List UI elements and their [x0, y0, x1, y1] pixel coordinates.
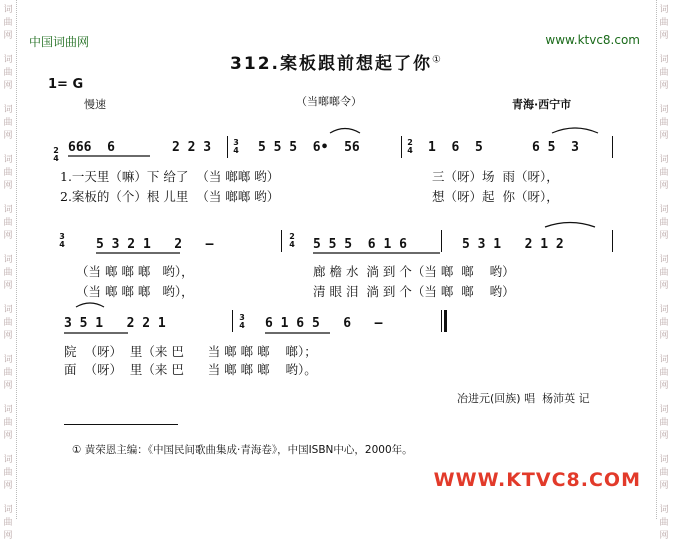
side-watermark-text: 词 曲 网 — [3, 155, 13, 191]
footnote: ① 黄荣恩主编：《中国民间歌曲集成·青海卷》，中国ISBN中心，2000年。 — [72, 444, 413, 456]
side-watermark-text: 词 曲 网 — [659, 105, 669, 141]
side-watermark-text: 词 曲 网 — [659, 355, 669, 391]
side-watermark-text: 词 曲 网 — [659, 505, 669, 541]
lyrics-row2-verse1: （当 啷 啷 啷 哟）， — [76, 264, 194, 279]
lyrics-row1-verse2: 2.案板的（个）根 儿里 （当 啷啷 哟） — [60, 189, 280, 204]
side-watermark-text: 词 曲 网 — [3, 305, 13, 341]
side-watermark-text: 词 曲 网 — [659, 455, 669, 491]
tempo-marking: 慢速 — [84, 98, 106, 111]
notes-row2-m1: 5 3 2 1 2 — — [96, 237, 214, 252]
ts-top: 2 — [53, 146, 59, 155]
ts-bottom: 4 — [289, 240, 295, 249]
lyrics-row2-verse2: （当 啷 啷 啷 哟）， — [76, 284, 194, 299]
lyrics-row3-verse1: 院 （呀） 里（来 巴 当 啷 啷 啷 啷）； — [64, 344, 317, 359]
key-signature: 1= G — [48, 77, 84, 92]
ts-bottom: 4 — [53, 154, 59, 163]
side-watermark-text: 词 曲 网 — [659, 255, 669, 291]
slur — [330, 129, 360, 134]
ts-top: 3 — [59, 232, 65, 241]
notes-row1-m5: 6 5 3 — [532, 140, 579, 155]
site-url-right: www.ktvc8.com — [545, 33, 640, 47]
notes-row1-m3: 5 5 5 6• 56 — [258, 140, 360, 155]
side-watermark-text: 词 曲 网 — [659, 5, 669, 41]
site-name-left: 中国词曲网 — [29, 35, 90, 49]
ts-top: 2 — [407, 138, 413, 147]
footnote-marker: ① — [431, 54, 443, 66]
side-watermark-text: 词 曲 网 — [3, 405, 13, 441]
side-watermark-text: 词 曲 网 — [3, 455, 13, 491]
notes-row2-m3: 5 3 1 2 1 2 — [462, 237, 564, 252]
lyrics-row2-verse1-b: 廊 檐 水 淌 到 个（当 啷 啷 哟） — [313, 264, 515, 279]
ts-top: 3 — [233, 138, 239, 147]
side-watermark-text: 词 曲 网 — [3, 105, 13, 141]
side-watermark-text: 词 曲 网 — [3, 205, 13, 241]
ts-bottom: 4 — [233, 146, 239, 155]
side-watermark-text: 词 曲 网 — [3, 5, 13, 41]
ts-bottom: 4 — [59, 240, 65, 249]
tune-name: （当啷啷令） — [296, 95, 362, 108]
performer-credit: 冶进元(回族) 唱 杨沛英 记 — [457, 392, 590, 405]
slur — [552, 128, 598, 133]
side-watermark-text: 词 曲 网 — [659, 155, 669, 191]
side-watermark-text: 词 曲 网 — [659, 405, 669, 441]
side-watermark-text: 词 曲 网 — [659, 305, 669, 341]
watermark-bottom: WWW.KTVC8.COM — [433, 469, 641, 491]
side-watermark-text: 词 曲 网 — [659, 55, 669, 91]
side-watermark-text: 词 曲 网 — [659, 205, 669, 241]
ts-bottom: 4 — [407, 146, 413, 155]
side-watermark-text: 词 曲 网 — [3, 55, 13, 91]
lyrics-row1-verse1: 1.一天里（嘛）下 给了 （当 啷啷 哟） — [60, 169, 280, 184]
side-watermark-text: 词 曲 网 — [3, 505, 13, 541]
ts-bottom: 4 — [239, 321, 245, 330]
ts-top: 2 — [289, 232, 295, 241]
lyrics-row1-verse1-b: 三（呀）场 雨（呀）， — [432, 169, 559, 184]
lyrics-row3-verse2: 面 （呀） 里（来 巴 当 啷 啷 啷 哟）。 — [64, 362, 317, 377]
notes-row1-m4: 1 6 5 — [428, 140, 483, 155]
notes-row3-m1: 3 5 1 2 2 1 — [64, 316, 166, 331]
lyrics-row1-verse2-b: 想（呀）起 你（呀）， — [432, 189, 559, 204]
side-watermark-text: 词 曲 网 — [3, 355, 13, 391]
slur — [545, 223, 595, 228]
side-watermark-text: 词 曲 网 — [3, 255, 13, 291]
notes-row1-m1: 666 6 — [68, 140, 115, 155]
notes-row3-m2: 6 1 6 5 6 — — [265, 316, 383, 331]
footnote-rule — [64, 424, 178, 425]
ts-top: 3 — [239, 313, 245, 322]
song-title-text: 312.案板跟前想起了你 — [230, 54, 432, 74]
notes-row2-m2: 5 5 5 6 1 6 — [313, 237, 407, 252]
slur — [76, 303, 104, 307]
lyrics-row2-verse2-b: 清 眼 泪 淌 到 个（当 啷 啷 哟） — [313, 284, 515, 299]
region-label: 青海·西宁市 — [512, 98, 572, 111]
notes-row1-m2: 2 2 3 — [172, 140, 212, 155]
